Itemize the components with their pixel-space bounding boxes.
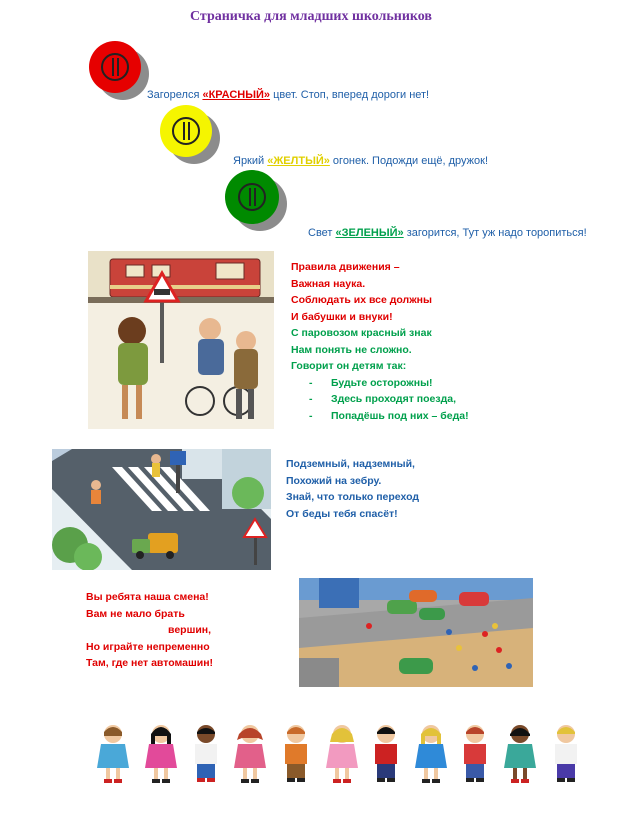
red-light-text-after: цвет. Стоп, вперед дороги нет! [270,89,430,101]
green-keyword: «ЗЕЛЕНЫЙ» [335,227,404,239]
poem-line: Важная наука. [291,277,366,290]
green-light-text-before: Свет [308,227,336,239]
child-figure [93,722,133,784]
poem-line: Вам не мало брать [86,607,185,620]
page-title: Страничка для младших школьников [189,9,432,24]
poem-line: Но играйте непременно [86,640,210,653]
poem-line: От беды тебя спасёт! [286,507,398,520]
yellow-light-text-after: огонек. Подожди ещё, дружок! [329,155,489,167]
child-figure [366,722,406,784]
poem-line: Соблюдать их все должны [291,294,432,306]
poem-line: вершин, [168,624,212,636]
poem-line: Вы ребята наша смена! [86,591,209,603]
yellow-light-text-before: Яркий [233,155,268,167]
poem-line: И бабушки и внуки! [291,310,393,323]
poem-line: Нам понять не сложно. [291,343,412,356]
child-figure [546,722,586,784]
poem-line: Похожий на зебру. [286,474,382,487]
child-figure [411,722,451,784]
poem-line: С паровозом красный знак [291,327,432,339]
child-figure [322,722,362,784]
poem-line: Говорит он детям так: [291,360,407,372]
poem-line: Там, где нет автомашин! [86,657,214,669]
poem-list-item: - Будьте осторожны! [291,375,469,392]
poem-line: Знай, что только переход [286,491,420,503]
child-figure [500,722,540,784]
poem-line: Подземный, надземный, [286,458,415,470]
child-figure [276,722,316,784]
poem-line: Правила движения – [291,261,400,273]
child-figure [455,722,495,784]
child-figure [186,722,226,784]
child-figure [230,722,270,784]
red-light-text-before: Загорелся [147,89,203,101]
red-keyword: «КРАСНЫЙ» [202,89,271,101]
poem-list-item: - Здесь проходят поезда, [291,391,469,408]
poem-list-item: - Попадёшь под них – беда! [291,408,469,425]
child-figure [141,722,181,784]
yellow-keyword: «ЖЕЛТЫЙ» [267,155,330,167]
green-light-text-after: загорится, Тут уж надо торопиться! [403,227,587,239]
